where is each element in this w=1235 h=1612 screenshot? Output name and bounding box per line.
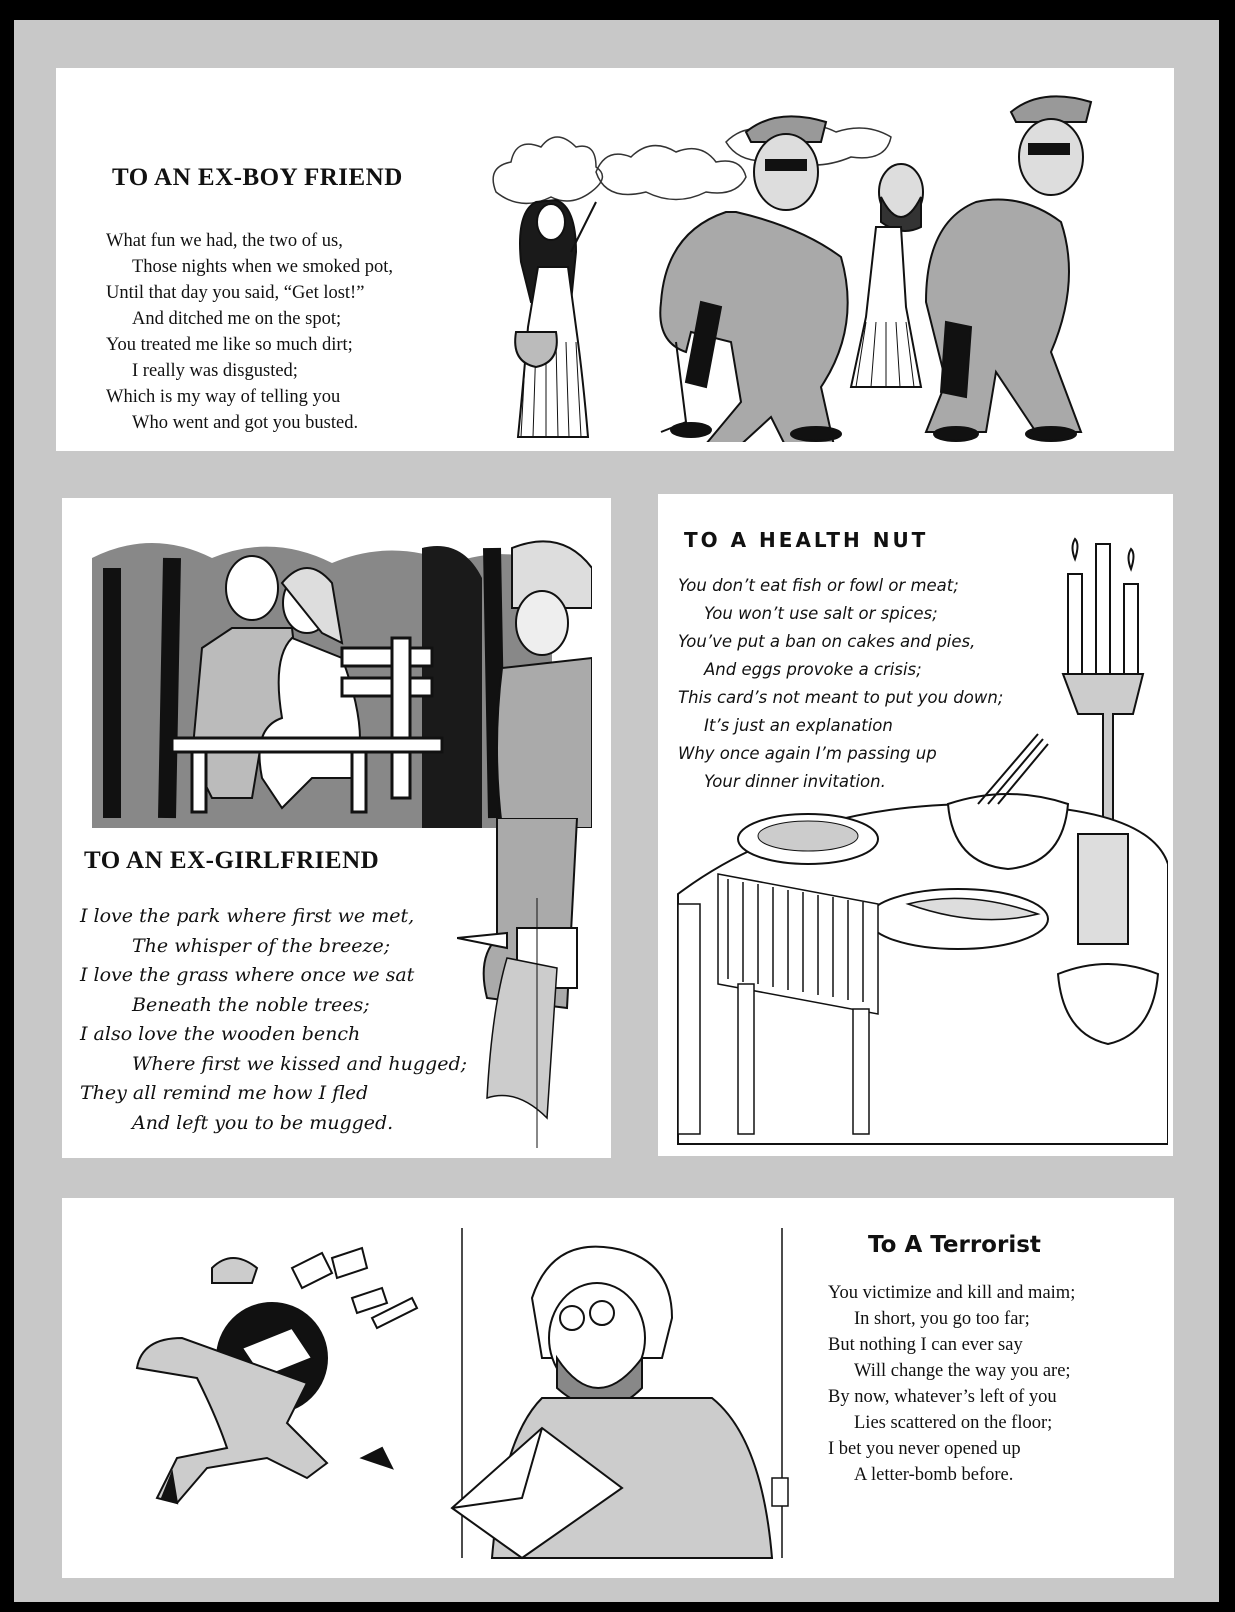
poem-body [80, 902, 467, 1138]
poem-line: I love the park where first we met, [80, 905, 415, 927]
panel-health-nut [658, 494, 1173, 1156]
poem-line: You victimize and kill and maim; [828, 1283, 1076, 1303]
poem-line: Why once again I’m passing up [678, 744, 937, 763]
poem-line: A letter-bomb before. [854, 1465, 1014, 1485]
panel-ex-boyfriend [56, 68, 1174, 451]
poem-line: Where first we kissed and hugged; [132, 1052, 468, 1075]
poem-line: I bet you never opened up [828, 1439, 1021, 1459]
poem-line: The whisper of the breeze; [132, 934, 391, 957]
illustration-dinner-table [668, 534, 1168, 1149]
poem-line: Who went and got you busted. [132, 413, 359, 433]
poem-line: Will change the way you are; [854, 1361, 1071, 1381]
illustration-police-arrest [476, 82, 1166, 442]
illustration-letter-bomb [92, 1218, 812, 1568]
poem-line: I really was disgusted; [132, 361, 298, 381]
poem-title: TO AN EX-BOY FRIEND [112, 164, 403, 191]
illustration-park-bench [92, 528, 592, 828]
poem-line: Your dinner invitation. [704, 772, 886, 791]
poem-line: In short, you go too far; [854, 1309, 1030, 1329]
poem-line: What fun we had, the two of us, [106, 231, 343, 251]
poem-line: Which is my way of telling you [106, 387, 341, 407]
poem-line: And left you to be mugged. [132, 1111, 394, 1134]
poem-line: You don’t eat fish or fowl or meat; [678, 576, 959, 595]
poem-line: You treated me like so much dirt; [106, 335, 353, 355]
poem-line: You’ve put a ban on cakes and pies, [678, 632, 976, 651]
poem-body [106, 228, 393, 436]
poem-line: But nothing I can ever say [828, 1335, 1023, 1355]
illustration-mugger-knife [457, 818, 597, 1148]
poem-title: TO AN EX-GIRLFRIEND [84, 847, 380, 874]
panel-terrorist [62, 1198, 1174, 1578]
poem-body [828, 1280, 1075, 1488]
poem-line: I love the grass where once we sat [80, 964, 415, 986]
poem-line: And ditched me on the spot; [132, 309, 342, 329]
poem-line: Lies scattered on the floor; [854, 1413, 1053, 1433]
poem-line: Those nights when we smoked pot, [132, 257, 394, 277]
poem-line: This card’s not meant to put you down; [678, 688, 1004, 707]
poem-line: Until that day you said, “Get lost!” [106, 283, 365, 303]
poem-line: I also love the wooden bench [80, 1023, 361, 1045]
panel-ex-girlfriend [62, 498, 611, 1158]
magazine-page [14, 20, 1219, 1602]
poem-title: To A Terrorist [868, 1232, 1041, 1258]
poem-line: It’s just an explanation [704, 716, 893, 735]
poem-line: They all remind me how I fled [80, 1082, 369, 1104]
poem-line: Beneath the noble trees; [132, 993, 370, 1016]
door-switch-icon [772, 1478, 788, 1506]
poem-line: And eggs provoke a crisis; [704, 660, 922, 679]
poem-title: TO A HEALTH NUT [684, 528, 929, 552]
poem-line: You won’t use salt or spices; [704, 604, 938, 623]
poem-line: By now, whatever’s left of you [828, 1387, 1057, 1407]
